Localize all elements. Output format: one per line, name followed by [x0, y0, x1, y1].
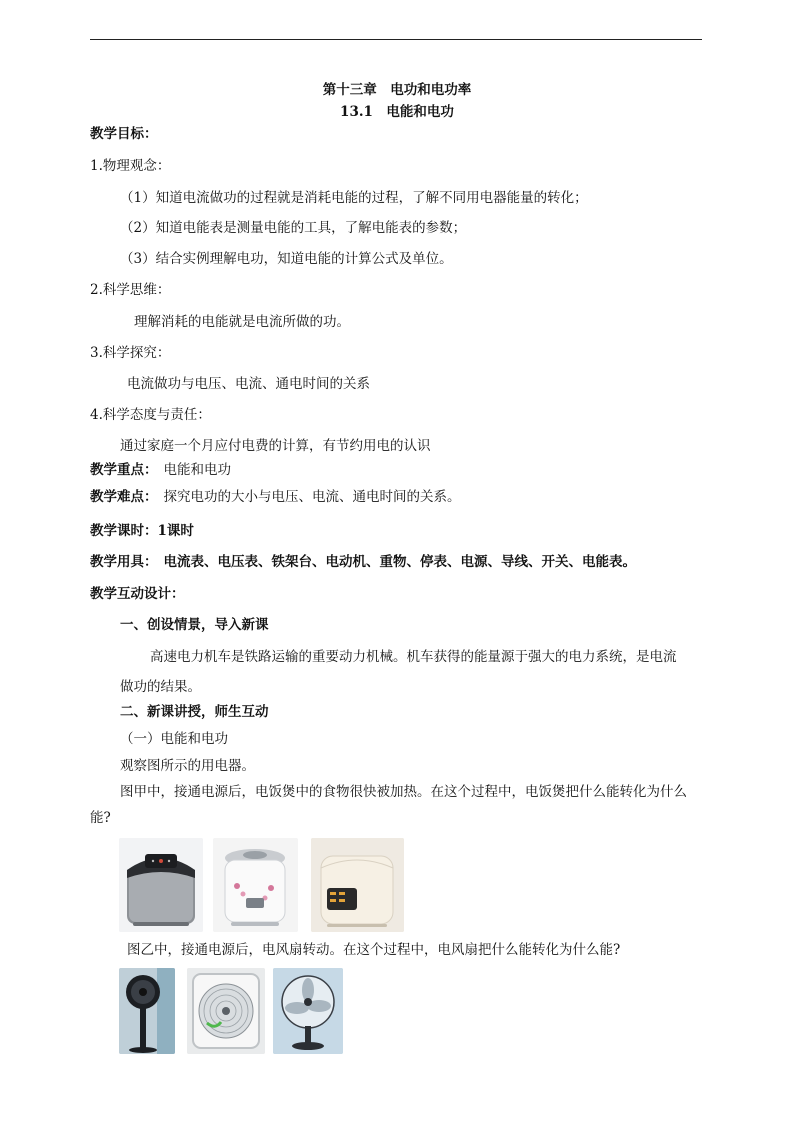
standing-fan-icon — [119, 968, 175, 1054]
goal-2-title: 2.科学思维： — [90, 282, 171, 298]
goal-4-text: 通过家庭一个月应付电费的计算，有节约用电的认识 — [120, 438, 431, 454]
question-1-line-2: 能? — [90, 810, 111, 826]
goal-1-3: （3）结合实例理解电功，知道电能的计算公式及单位。 — [120, 251, 453, 267]
goal-4-title: 4.科学态度与责任： — [90, 407, 211, 423]
difficulties-label: 教学难点： — [90, 489, 158, 505]
difficulties-text: 探究电功的大小与电压、电流、通电时间的关系。 — [163, 489, 461, 505]
part-1-line-1: 高速电力机车是铁路运输的重要动力机械。机车获得的能量源于强大的电力系统，是电流 — [150, 649, 677, 665]
goal-2-text: 理解消耗的电能就是电流所做的功。 — [134, 314, 350, 330]
teaching-hours: 教学课时：1课时 — [90, 523, 194, 539]
goal-1-2: （2）知道电能表是测量电能的工具，了解电能表的参数； — [120, 220, 467, 236]
key-points — [90, 461, 231, 479]
rice-cooker-dark-icon — [119, 838, 203, 932]
section-title: 13.1 电能和电功 — [340, 104, 454, 120]
desk-fan-icon — [273, 968, 343, 1054]
teaching-tools — [90, 553, 636, 571]
part-2-title: 二、新课讲授，师生互动 — [120, 704, 269, 720]
sub-section-1: （一）电能和电功 — [120, 731, 228, 747]
question-1-line-1: 图甲中，接通电源后，电饭煲中的食物很快被加热。在这个过程中，电饭煲把什么能转化为什么 — [120, 784, 687, 800]
box-fan-icon — [187, 968, 265, 1054]
part-1-line-2: 做功的结果。 — [120, 679, 201, 695]
difficulties — [90, 488, 461, 506]
goal-1-1: （1）知道电流做功的过程就是消耗电能的过程，了解不同用电器能量的转化； — [120, 190, 588, 206]
goals-heading: 教学目标： — [90, 126, 158, 142]
tools-text: 电流表、电压表、铁架台、电动机、重物、停表、电源、导线、开关、电能表。 — [163, 554, 636, 570]
observe-text: 观察图所示的用电器。 — [120, 758, 255, 774]
tools-label: 教学用具： — [90, 554, 158, 570]
design-heading: 教学互动设计： — [90, 586, 185, 602]
key-points-label: 教学重点： — [90, 462, 158, 478]
goal-3-title: 3.科学探究： — [90, 345, 171, 361]
goal-1-title: 1.物理观念： — [90, 158, 171, 174]
chapter-title: 第十三章 电功和电功率 — [322, 82, 472, 98]
key-points-text: 电能和电功 — [163, 462, 231, 478]
goal-3-text: 电流做功与电压、电流、通电时间的关系 — [127, 376, 370, 392]
question-2: 图乙中，接通电源后，电风扇转动。在这个过程中，电风扇把什么能转化为什么能? — [127, 942, 621, 958]
header-rule — [90, 39, 702, 40]
part-1-title: 一、创设情景，导入新课 — [120, 617, 269, 633]
rice-cooker-floral-icon — [213, 838, 298, 932]
rice-cooker-cream-icon — [311, 838, 404, 932]
